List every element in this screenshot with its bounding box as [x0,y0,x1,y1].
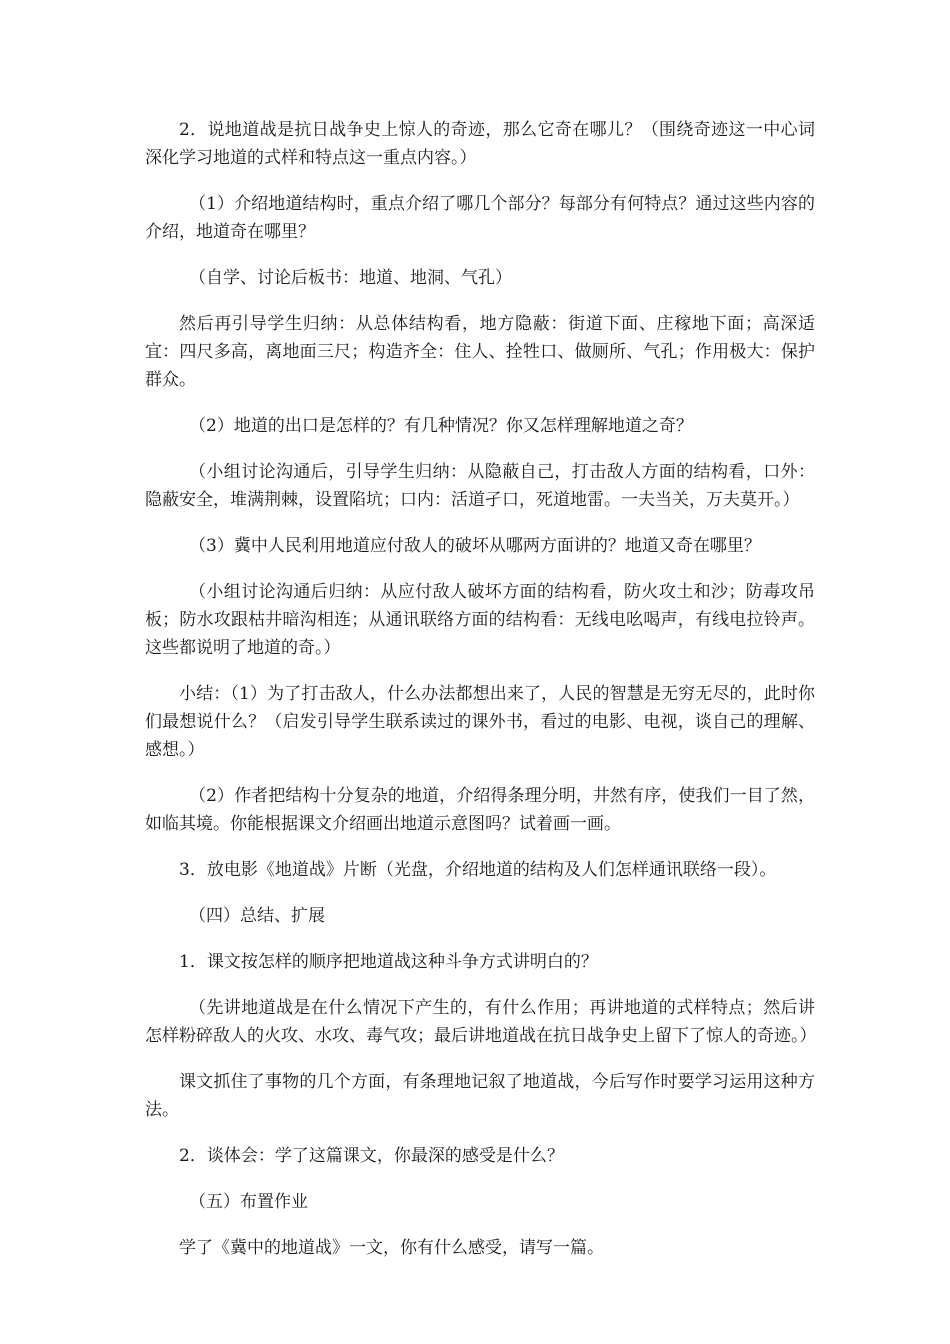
paragraph: 2．说地道战是抗日战争史上惊人的奇迹，那么它奇在哪儿？（围绕奇迹这一中心词深化学习地道的式样和特点这一重点内容。） [145,120,815,168]
paragraph: 3．放电影《地道战》片断（光盘，介绍地道的结构及人们怎样通讯联络一段）。 [179,860,777,880]
paragraph: 课文抓住了事物的几个方面，有条理地记叙了地道战，今后写作时要学习运用这种方法。 [145,1072,815,1120]
paragraph: 小结：（1）为了打击敌人，什么办法都想出来了，人民的智慧是无穷无尽的，此时你们最想说什么？（启发引导学生联系读过的课外书，看过的电影、电视，谈自己的理解、感想。） [145,684,815,760]
paragraph: 2．谈体会：学了这篇课文，你最深的感受是什么？ [179,1146,564,1166]
paragraph: 然后再引导学生归纳：从总体结构看，地方隐蔽：街道下面、庄稼地下面；高深适宜：四尺多高，离地面三尺；构造齐全：住人、拴牲口、做厕所、气孔；作用极大：保护群众。 [145,314,815,390]
paragraph: （3）冀中人民利用地道应付敌人的破坏从哪两方面讲的？地道又奇在哪里？ [189,536,761,556]
paragraph: 学了《冀中的地道战》一文，你有什么感受，请写一篇。 [179,1238,604,1258]
paragraph: （先讲地道战是在什么情况下产生的，有什么作用；再讲地道的式样特点；然后讲怎样粉碎敌人的火攻、水攻、毒气攻；最后讲地道战在抗日战争史上留下了惊人的奇迹。） [145,998,817,1046]
paragraph: 1．课文按怎样的顺序把地道战这种斗争方式讲明白的？ [179,952,598,972]
paragraph: （1）介绍地道结构时，重点介绍了哪几个部分？每部分有何特点？通过这些内容的介绍，地道奇在哪里？ [145,194,815,242]
section-heading: （五）布置作业 [189,1192,308,1212]
paragraph: （2）作者把结构十分复杂的地道，介绍得条理分明，井然有序，使我们一目了然，如临其境。你能根据课文介绍画出地道示意图吗？试着画一画。 [145,786,815,834]
paragraph: （自学、讨论后板书：地道、地洞、气孔） [189,268,512,288]
paragraph: （小组讨论沟通后归纳：从应付敌人破坏方面的结构看，防火攻土和沙；防毒攻吊板；防水攻跟枯井暗沟相连；从通讯联络方面的结构看：无线电吆喝声，有线电拉铃声。这些都说明了地道的奇。） [145,582,815,658]
section-heading: （四）总结、扩展 [189,906,325,926]
paragraph: （2）地道的出口是怎样的？有几种情况？你又怎样理解地道之奇？ [189,416,693,436]
paragraph: （小组讨论沟通后，引导学生归纳：从隐蔽自己，打击敌人方面的结构看，口外：隐蔽安全，堆满荆棘，设置陷坑；口内：活道孑口，死道地雷。一夫当关，万夫莫开。） [145,462,815,510]
document-body [145,116,815,1280]
